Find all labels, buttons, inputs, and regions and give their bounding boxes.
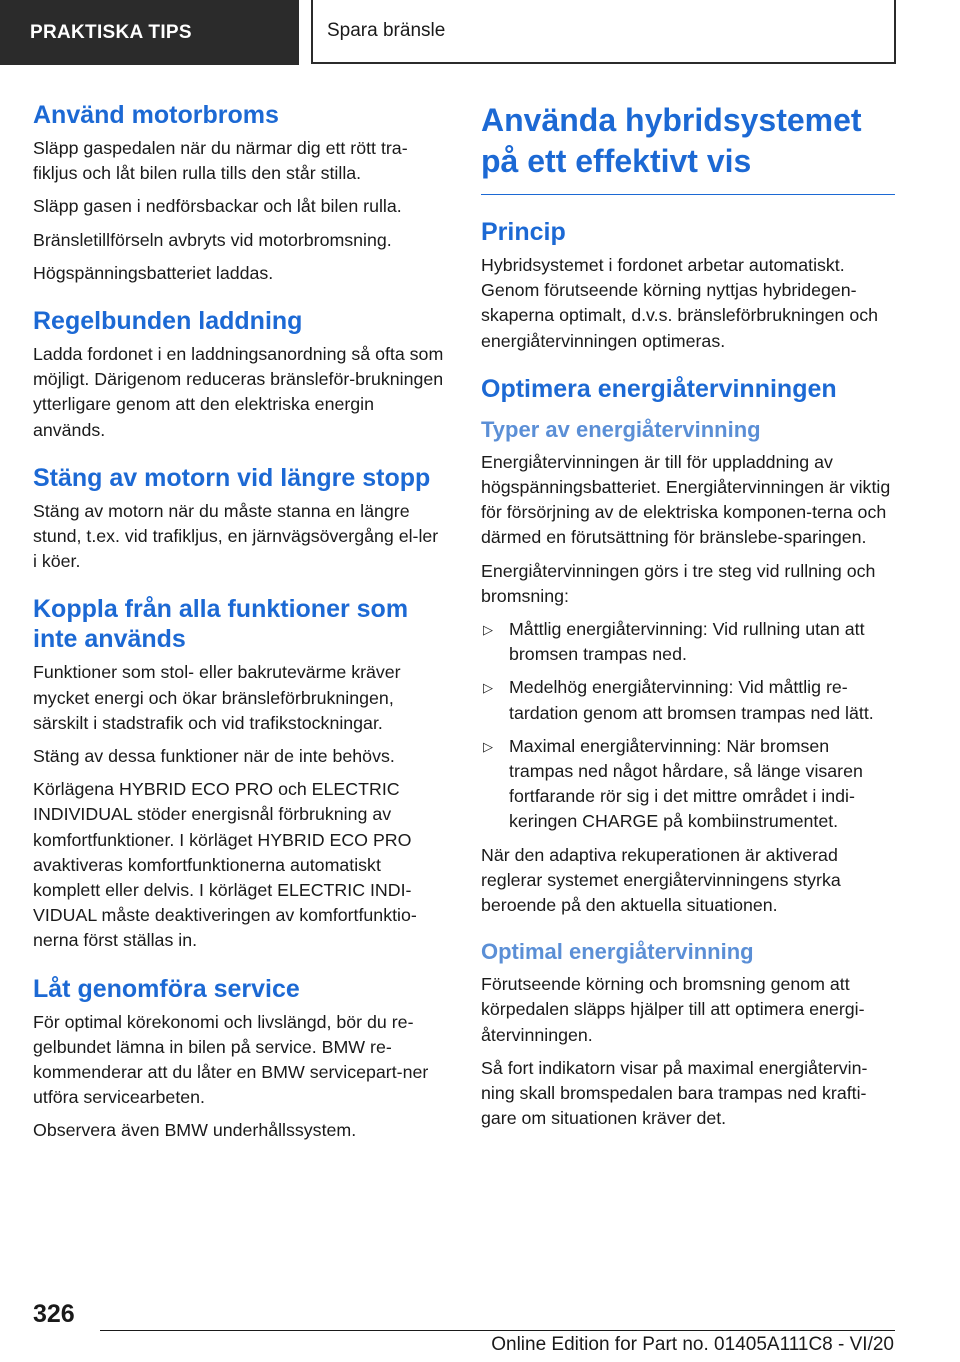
paragraph: När den adaptiva rekuperationen är aktiverad reglerar systemet energiåtervinningens styrka beroende på den aktuella situationen. xyxy=(481,844,841,916)
heading-koppla-fran: Koppla från alla funktioner som inte används xyxy=(33,595,409,654)
paragraph: Förutseende körning och bromsning genom att körpedalen släpps hjälper till att optimera energi-återvinningen. xyxy=(481,974,865,1045)
right-column xyxy=(481,100,895,1139)
paragraph: Så fort indikatorn visar på maximal energiåtervin-ning skall bromspedalen bara trampas ned krafti-gare om situationen kräver det. xyxy=(481,1057,868,1129)
triangle-bullet-icon: ▷ xyxy=(483,622,493,638)
paragraph: Observera även BMW underhållssystem. xyxy=(33,1120,357,1141)
triangle-bullet-icon: ▷ xyxy=(483,680,493,696)
paragraph: Ladda fordonet i en laddningsanordning så ofta som möjligt. Därigenom reduceras bränsleför-brukningen ytterligare genom att den elektriska energin används. xyxy=(33,344,444,440)
section-tab xyxy=(0,0,299,65)
heading-optimera: Optimera energiåtervinningen xyxy=(481,374,837,403)
heading-laddning: Regelbunden laddning xyxy=(33,307,303,336)
paragraph: För optimal körekonomi och livslängd, bör du re-gelbundet lämna in bilen på service. BMW re-kommenderar att du låter en BMW servicepart-ner utföra servicearbeten. xyxy=(33,1011,429,1108)
section-title: PRAKTISKA TIPS xyxy=(30,21,192,43)
paragraph: Energiåtervinningen görs i tre steg vid rullning och bromsning: xyxy=(481,560,876,606)
paragraph: Energiåtervinningen är till för uppladdning av högspänningsbatteriet. Energiåtervinningen är viktig för försörjning av de elektriska komponen-terna och därmed en förutsättning för bränslebe-sparingen. xyxy=(481,451,891,548)
paragraph: Bränsletillförseln avbryts vid motorbromsning. xyxy=(33,229,392,250)
paragraph: Körlägena HYBRID ECO PRO och ELECTRIC INDIVIDUAL stöder energisnål förbrukning av komfortfunktioner. I körläget HYBRID ECO PRO avaktiveras komfortfunktionerna automatiskt komplett eller delvis. I körläget ELECTRIC INDI-VIDUAL måste deaktiveringen av komfortfunktio-nerna först ställas in. xyxy=(33,779,417,951)
chapter-title: Spara bränsle xyxy=(327,20,446,41)
subheading-typer: Typer av energiåtervinning xyxy=(481,416,761,442)
paragraph: Hybridsystemet i fordonet arbetar automatiskt. Genom förutseende körning nyttjas hybridegen-skaperna optimalt, d.v.s. bränsleförbrukningen och energiåtervinningen optimeras. xyxy=(481,255,879,351)
paragraph: Släpp gasen i nedförsbackar och låt bilen rulla. xyxy=(33,196,402,217)
paragraph: Stäng av motorn när du måste stanna en längre stund, t.ex. vid trafikljus, en järnvägsövergång el-ler i köer. xyxy=(33,500,439,572)
heading-stang-av-motorn: Stäng av motorn vid längre stopp xyxy=(33,463,431,492)
heading-princip: Princip xyxy=(481,218,566,246)
chapter-tab xyxy=(311,0,896,64)
edition-note: Online Edition for Part no. 01405A111C8 - VI/20 xyxy=(491,1334,894,1355)
paragraph: Släpp gaspedalen när du närmar dig ett rött tra-fikljus och låt bilen rulla tills den står stilla. xyxy=(33,138,408,184)
footer-divider xyxy=(100,1330,895,1331)
paragraph: Stäng av dessa funktioner när de inte behövs. xyxy=(33,746,395,767)
page-number: 326 xyxy=(33,1300,75,1328)
heading-service: Låt genomföra service xyxy=(33,974,300,1003)
heading-motorbroms: Använd motorbroms xyxy=(33,101,279,129)
list-item: ▷ Måttlig energiåtervinning: Vid rullning utan att bromsen trampas ned. xyxy=(483,619,865,665)
heading-divider xyxy=(481,194,895,195)
left-column xyxy=(33,100,447,1152)
chapter-heading: Använda hybridsystemet på ett effektivt vis xyxy=(481,102,862,179)
list-item: ▷ Medelhög energiåtervinning: Vid måttlig re-tardation genom att bromsen trampas ned lätt. xyxy=(483,677,874,723)
subheading-optimal: Optimal energiåtervinning xyxy=(481,939,754,965)
recovery-steps-list xyxy=(481,617,895,835)
paragraph: Högspänningsbatteriet laddas. xyxy=(33,262,274,283)
triangle-bullet-icon: ▷ xyxy=(483,738,493,754)
list-item: ▷ Maximal energiåtervinning: När bromsen trampas ned något hårdare, så länge visaren fortfarande rör sig i det mittre området i indi-keringen CHARGE på kombiinstrumentet. xyxy=(483,735,863,832)
paragraph: Funktioner som stol- eller bakrutevärme kräver mycket energi och ökar bränsleförbrukningen, särskilt i stadstrafik och vid trafikstockningar. xyxy=(33,662,401,733)
